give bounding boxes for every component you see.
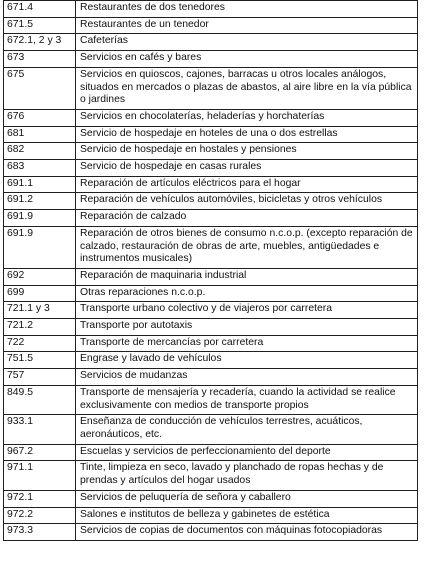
activity-code: 721.1 y 3	[4, 302, 76, 319]
activity-description: Escuelas y servicios de perfeccionamiento del deporte	[76, 444, 418, 461]
activity-code: 967.2	[4, 444, 76, 461]
activity-description: Transporte de mercancías por carretera	[76, 335, 418, 352]
activity-description: Servicio de hospedaje en casas rurales	[76, 160, 418, 177]
activity-description: Servicios de copias de documentos con máquinas fotocopiadoras	[76, 524, 418, 541]
activity-code: 682	[4, 143, 76, 160]
activity-code: 673	[4, 51, 76, 68]
activity-code: 675	[4, 67, 76, 109]
activity-description: Salones e institutos de belleza y gabinetes de estética	[76, 507, 418, 524]
activity-code: 671.5	[4, 17, 76, 34]
activity-code: 683	[4, 160, 76, 177]
table-row	[4, 67, 418, 109]
activity-description: Engrase y lavado de vehículos	[76, 352, 418, 369]
table-row	[4, 109, 418, 126]
activity-code: 972.1	[4, 490, 76, 507]
table-row	[4, 176, 418, 193]
table-row	[4, 160, 418, 177]
table-row	[4, 415, 418, 444]
activity-description: Reparación de vehículos automóviles, bicicletas y otros vehículos	[76, 193, 418, 210]
activity-code: 849.5	[4, 385, 76, 414]
table-row	[4, 51, 418, 68]
table-row	[4, 444, 418, 461]
table-row	[4, 385, 418, 414]
table-row	[4, 143, 418, 160]
activity-code: 721.2	[4, 319, 76, 336]
activity-code: 676	[4, 109, 76, 126]
activity-code: 972.2	[4, 507, 76, 524]
activity-description: Servicio de hospedaje en hostales y pensiones	[76, 143, 418, 160]
activity-description: Servicios en quioscos, cajones, barracas u otros locales análogos, situados en mercados o plazas de abastos, al aire libre en la vía pública o jardines	[76, 67, 418, 109]
activity-description: Otras reparaciones n.c.o.p.	[76, 285, 418, 302]
table-row	[4, 34, 418, 51]
table-row	[4, 352, 418, 369]
table-row	[4, 302, 418, 319]
activity-code: 722	[4, 335, 76, 352]
activity-code: 691.1	[4, 176, 76, 193]
activity-code: 692	[4, 268, 76, 285]
table-row	[4, 210, 418, 227]
activity-description: Servicios de mudanzas	[76, 369, 418, 386]
table-row	[4, 507, 418, 524]
activity-description: Restaurantes de dos tenedores	[76, 1, 418, 18]
activity-description: Reparación de otros bienes de consumo n.c.o.p. (excepto reparación de calzado, restauración de obras de arte, muebles, antigüedades e instrumentos musicales)	[76, 226, 418, 268]
activity-description: Servicios en cafés y bares	[76, 51, 418, 68]
activity-description: Cafeterías	[76, 34, 418, 51]
table-row	[4, 193, 418, 210]
activity-description: Reparación de maquinaria industrial	[76, 268, 418, 285]
activity-description: Tinte, limpieza en seco, lavado y planchado de ropas hechas y de prendas y artículos del hogar usados	[76, 461, 418, 490]
activity-code: 757	[4, 369, 76, 386]
activity-description: Transporte de mensajería y recadería, cuando la actividad se realice exclusivamente con medios de transporte propios	[76, 385, 418, 414]
table-row	[4, 17, 418, 34]
activity-description: Servicios en chocolaterías, heladerías y horchaterías	[76, 109, 418, 126]
table-row	[4, 490, 418, 507]
table-row	[4, 369, 418, 386]
table-row	[4, 285, 418, 302]
activity-code: 971.1	[4, 461, 76, 490]
table-row	[4, 268, 418, 285]
table-row	[4, 461, 418, 490]
activity-code: 672.1, 2 y 3	[4, 34, 76, 51]
activity-description: Reparación de artículos eléctricos para el hogar	[76, 176, 418, 193]
activity-description: Transporte urbano colectivo y de viajeros por carretera	[76, 302, 418, 319]
activity-code: 681	[4, 126, 76, 143]
table-row	[4, 524, 418, 541]
activity-table	[3, 0, 418, 541]
activity-description: Servicio de hospedaje en hoteles de una o dos estrellas	[76, 126, 418, 143]
activity-code: 751.5	[4, 352, 76, 369]
activity-description: Reparación de calzado	[76, 210, 418, 227]
activity-code: 973.3	[4, 524, 76, 541]
table-row	[4, 226, 418, 268]
table-row	[4, 1, 418, 18]
activity-table-body	[4, 1, 418, 541]
activity-code: 691.2	[4, 193, 76, 210]
activity-code: 691.9	[4, 226, 76, 268]
activity-description: Transporte por autotaxis	[76, 319, 418, 336]
table-row	[4, 319, 418, 336]
activity-code: 699	[4, 285, 76, 302]
activity-code: 933.1	[4, 415, 76, 444]
activity-description: Enseñanza de conducción de vehículos terrestres, acuáticos, aeronáuticos, etc.	[76, 415, 418, 444]
activity-code: 691.9	[4, 210, 76, 227]
activity-description: Restaurantes de un tenedor	[76, 17, 418, 34]
table-row	[4, 126, 418, 143]
activity-description: Servicios de peluquería de señora y caballero	[76, 490, 418, 507]
table-row	[4, 335, 418, 352]
activity-code: 671.4	[4, 1, 76, 18]
